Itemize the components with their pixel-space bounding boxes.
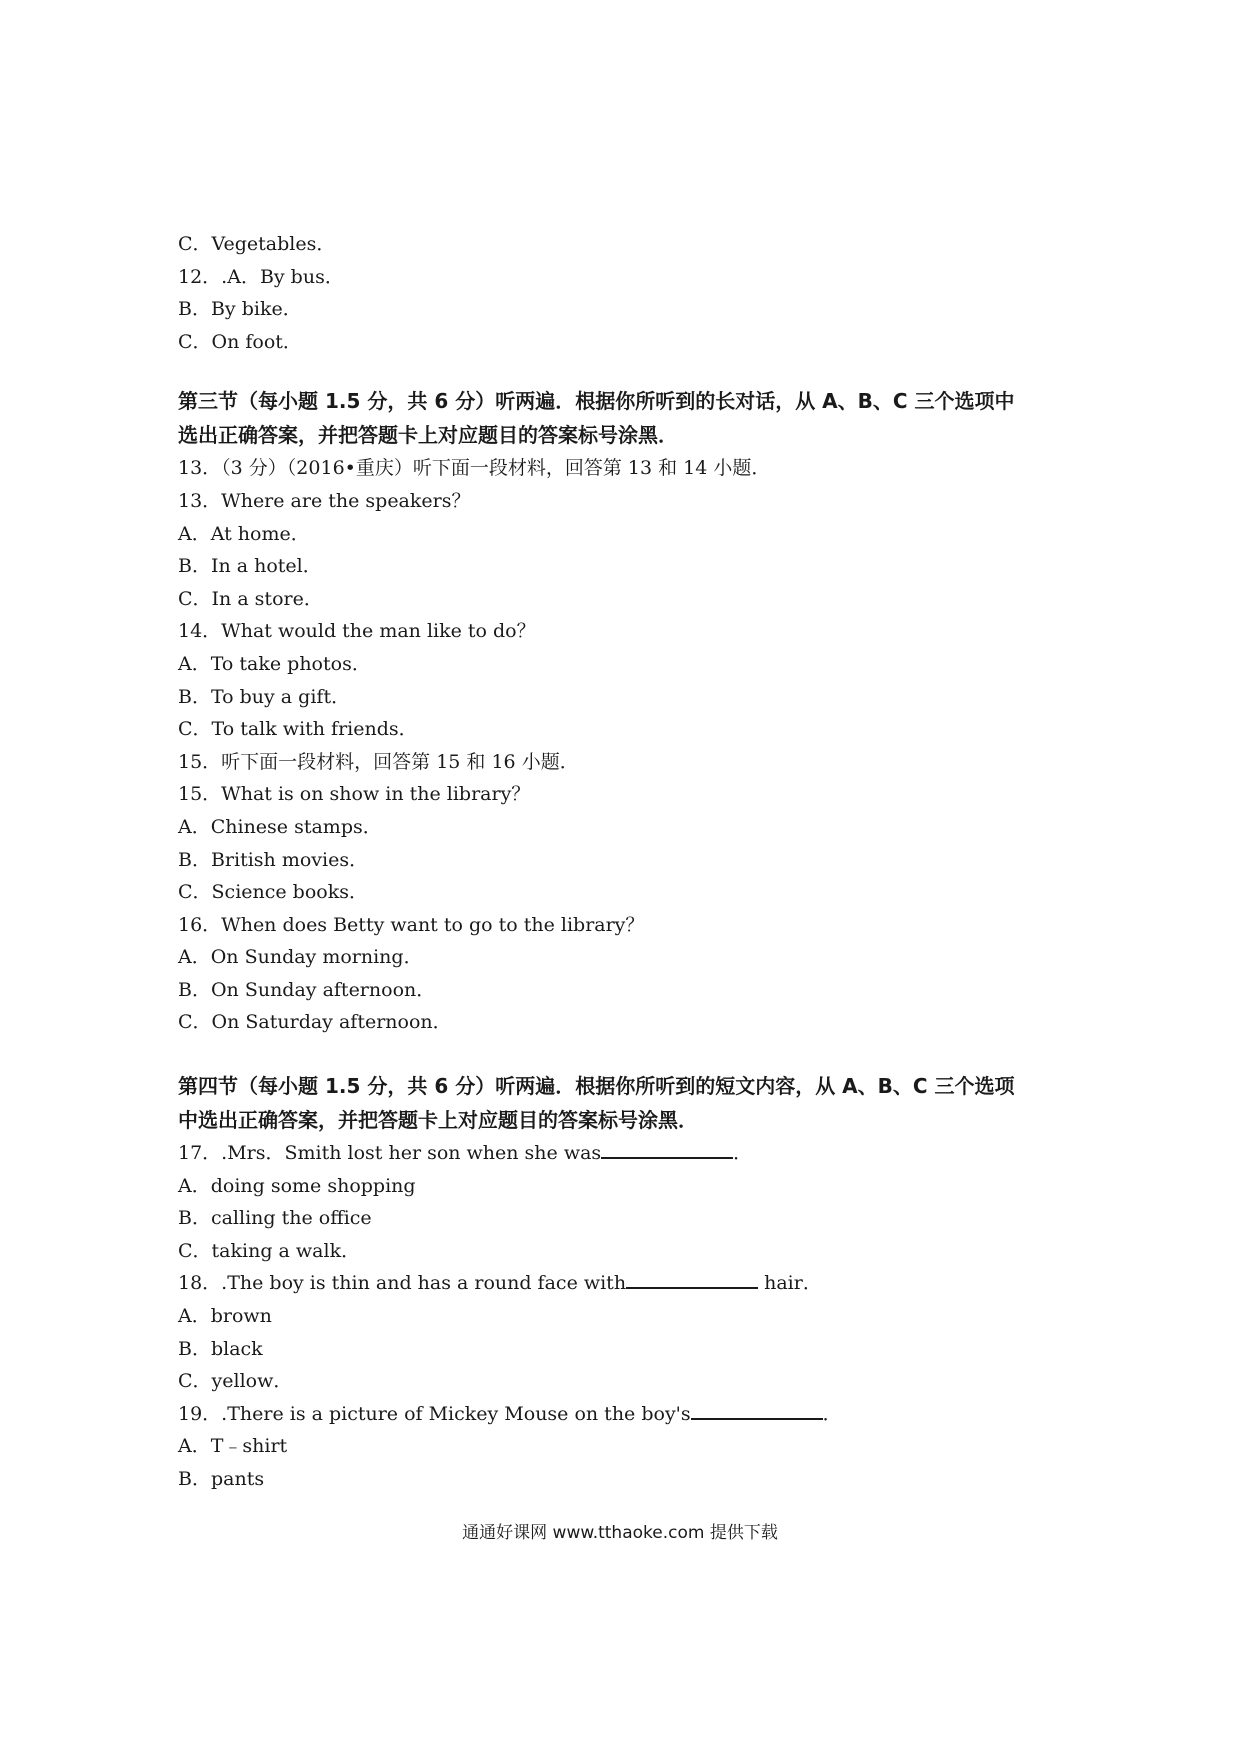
option-line: B．In a hotel． [178, 555, 322, 578]
option-line: C．Science books． [178, 881, 368, 904]
option-line: B．To buy a gift． [178, 685, 351, 708]
section3-heading-line1: 第三节（每小题 1.5 分，共 6 分）听两遍．根据你所听到的长对话，从 A、B、C 三个选项中 [178, 389, 1015, 414]
question-19 [178, 1398, 1078, 1431]
option-line: B．black [178, 1337, 263, 1360]
section3-heading [178, 384, 1078, 452]
question-line: 12．.A．By bus． [178, 265, 344, 288]
option-line: C．Vegetables． [178, 233, 336, 255]
section4-heading-line1: 第四节（每小题 1.5 分，共 6 分）听两遍．根据你所听到的短文内容，从 A、B、C 三个选项 [178, 1074, 1015, 1099]
option-line: C．yellow． [178, 1370, 293, 1393]
question-19-text: 19．.There is a picture of Mickey Mouse on the boy's [178, 1402, 691, 1425]
page-footer: 通通好课网 www.tthaoke.com 提供下载 [462, 1523, 778, 1543]
question-17-text: 17．.Mrs．Smith lost her son when she was [178, 1142, 602, 1165]
question-line: 15．听下面一段材料，回答第 15 和 16 小题． [178, 750, 579, 773]
option-line: C．On foot． [178, 330, 302, 353]
question-19-end: ． [822, 1402, 842, 1425]
option-line: C．In a store． [178, 587, 323, 610]
option-line: B．British movies． [178, 848, 369, 871]
option-line: B．By bike． [178, 298, 302, 321]
option-line: A．Chinese stamps． [178, 815, 382, 838]
question-18-text: 18．.The boy is thin and has a round face with [178, 1272, 627, 1295]
question-17 [178, 1137, 1078, 1170]
option-line: B．calling the office [178, 1207, 372, 1230]
answer-blank [626, 1269, 758, 1289]
option-line: A．brown [178, 1305, 272, 1328]
question-line: 13．（3 分）（2016•重庆）听下面一段材料，回答第 13 和 14 小题． [178, 457, 771, 480]
question-line: 14．What would the man like to do？ [178, 620, 536, 643]
answer-blank [601, 1139, 733, 1159]
question-line: 13．Where are the speakers？ [178, 489, 471, 512]
question-line: 15．What is on show in the library？ [178, 783, 531, 806]
option-line: A．doing some shopping [178, 1174, 416, 1197]
option-line: B．On Sunday afternoon． [178, 978, 436, 1001]
option-line: A．To take photos． [178, 652, 371, 675]
option-line: A．At home． [178, 522, 310, 545]
option-line: C．To talk with friends． [178, 718, 418, 741]
question-18-end: hair． [758, 1272, 822, 1295]
option-line: B．pants [178, 1468, 265, 1490]
option-line: C．taking a walk． [178, 1239, 361, 1262]
section3-heading-line2: 选出正确答案，并把答题卡上对应题目的答案标号涂黑． [178, 423, 678, 448]
option-line: A．On Sunday morning． [178, 946, 423, 969]
question-17-end: ． [733, 1142, 753, 1165]
option-line: A．T﹣shirt [178, 1435, 288, 1458]
question-18 [178, 1267, 1078, 1300]
section4-heading-line2: 中选出正确答案，并把答题卡上对应题目的答案标号涂黑． [178, 1108, 698, 1133]
option-line: C．On Saturday afternoon． [178, 1011, 452, 1034]
question-line: 16．When does Betty want to go to the library？ [178, 913, 645, 936]
section4-heading [178, 1069, 1078, 1137]
document-page [178, 228, 1078, 1496]
answer-blank [691, 1400, 823, 1420]
